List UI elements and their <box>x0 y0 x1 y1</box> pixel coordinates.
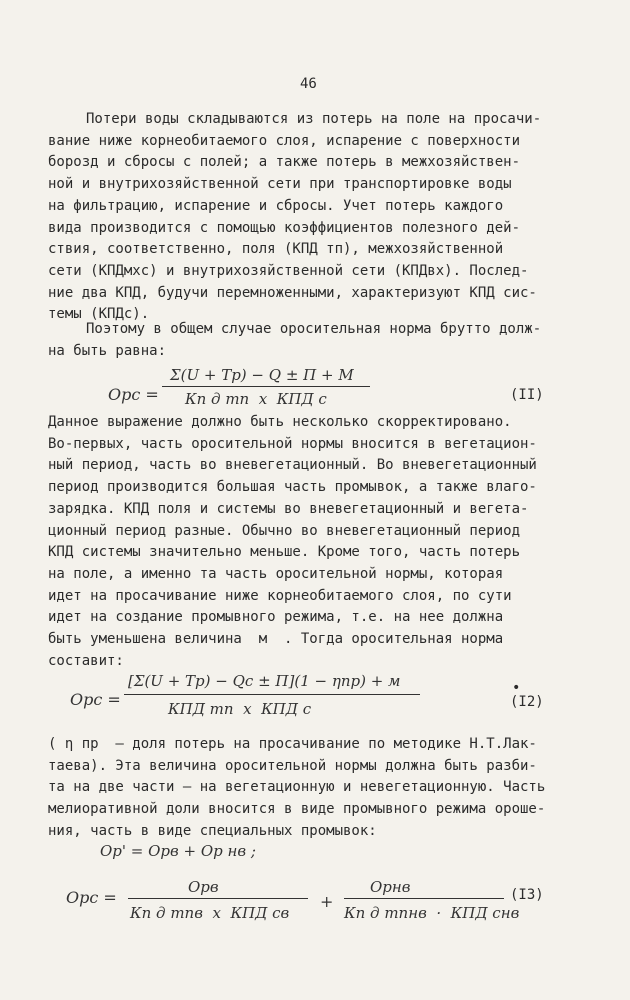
text-line: КПД системы значительно меньше. Кроме того, часть потерь <box>48 544 521 561</box>
text-line: ние два КПД, будучи перемноженными, характеризуют КПД сис- <box>48 284 537 301</box>
eq13-plus: + <box>320 892 334 911</box>
text-line: ствия, соответственно, поля (КПД тп), межхозяйственной <box>48 241 504 258</box>
eq11-lhs: Орс = <box>108 385 159 404</box>
text-line: на быть равна: <box>48 342 167 359</box>
equation-split: Ор' = Орв + Ор нв ; <box>100 842 256 860</box>
eq13-fraction1-bar <box>128 898 308 899</box>
text-line: ния, часть в виде специальных промывок: <box>48 822 377 839</box>
eq13-frac1-numerator: Орв <box>188 878 219 896</box>
eq13-lhs: Орс = <box>66 888 117 907</box>
eq12-fraction-bar <box>124 694 420 695</box>
text-line: идет на просачивание ниже корнеобитаемого слоя, по сути <box>48 587 512 604</box>
eq12-numerator: [Σ(U + Tp) − Qc ± П](1 − ηпр) + м <box>128 672 401 690</box>
page-number: 46 <box>300 76 317 92</box>
eq13-number: (I3) <box>510 887 544 903</box>
eq12-lhs: Орс = <box>70 690 121 709</box>
text-line: ( η пр – доля потерь на просачивание по методике Н.Т.Лак- <box>48 736 537 752</box>
text-line: зарядка. КПД поля и системы во вневегетационный и вегета- <box>48 500 529 517</box>
text-line: составит: <box>48 652 124 669</box>
text-line: Поэтому в общем случае оросительная норма брутто долж- <box>86 321 542 337</box>
eq11-numerator: Σ(U + Tp) − Q ± П + M <box>170 366 354 384</box>
document-page: 46 Потери воды складываются из потерь на поле на просачи- вание ниже корнеобитаемого слоя, испарение с поверхности борозд и сбросы с полей; а также потерь в межхозяйствен- ной и внутрихозяйственной сети при транспортировке воды на фильтрацию, испарение и сбросы. Учет потерь каждого вида производится с помощью коэффициентов полезного дей- ствия, соответственно, поля (КПД тп), межхозяйственной сети (КПДмхс) и внутрихозяйственной сети (КПДвх). Послед- ние два КПД, будучи перемноженными, характеризуют КПД сис- темы (КПДс). Поэтому в общем случае оросительная норма брутто долж- на быть равна: Орс = Σ(U + Tp) − Q ± П + M Кп д тп x КПД с (II) Данное выражение должно быть несколько скорректировано. Во-первых, часть оросительной нормы вносится в вегетацион- ный период, часть во вневегетационный. Во вневегетационный период производится большая часть промывок, а также влаго- зарядка. КПД поля и системы во вневегетационный и вегета- ционный период разные. Обычно во вневегетационный период КПД системы значительно меньше. Кроме того, часть потерь на поле, а именно та часть оросительной нормы, которая идет на просачивание ниже корнеобитаемого слоя, по сути идет на создание промывного режима, т.е. на нее должна быть уменьшена величина м . Тогда оросительная норма составит: Орс = [Σ(U + Tp) − Qc ± П](1 − ηпр) + м КПД тп x КПД с • (I2) ( η пр – доля потерь на просачивание по методике Н.Т.Лак- таева). Эта величина оросительной нормы должна быть разби- та на две части – на вегетационную и невегетационную. Часть мелиоративной доли вносится в виде промывного режима ороше- ния, часть в виде специальных промывок: Ор' = Орв + Ор нв ; Орс = Орв Кп д тпв x КПД св + Орнв Кп д тпнв · КПД снв (I3) <box>0 0 630 1000</box>
text-line: ный период, часть во вневегетационный. Во вневегетационный <box>48 457 537 474</box>
text-line: ной и внутрихозяйственной сети при транспортировке воды <box>48 176 512 193</box>
text-line: мелиоративной доли вносится в виде промывного режима ороше- <box>48 801 546 818</box>
text-line: Потери воды складываются из потерь на поле на просачи- <box>86 111 542 127</box>
text-line: ционный период разные. Обычно во вневегетационный период <box>48 522 521 539</box>
text-line: борозд и сбросы с полей; а также потерь в межхозяйствен- <box>48 154 521 171</box>
eq13-fraction2-bar <box>344 898 504 899</box>
eq12-number: (I2) <box>510 694 544 710</box>
text-line: Данное выражение должно быть несколько скорректировано. <box>48 414 512 430</box>
eq12-denominator: КПД тп x КПД с <box>168 700 312 718</box>
eq13-frac2-denominator: Кп д тпнв · КПД снв <box>344 904 520 922</box>
eq11-number: (II) <box>510 387 544 403</box>
text-line: та на две части – на вегетационную и невегетационную. Часть <box>48 779 546 796</box>
eq11-fraction-bar <box>162 386 370 387</box>
text-line: идет на создание промывного режима, т.е. на нее должна <box>48 609 504 626</box>
text-line: темы (КПДс). <box>48 306 150 323</box>
text-line: быть уменьшена величина м . Тогда оросительная норма <box>48 631 504 647</box>
text-line: на фильтрацию, испарение и сбросы. Учет потерь каждого <box>48 197 504 214</box>
eq11-denominator: Кп д тп x КПД с <box>185 390 327 408</box>
text-line: вание ниже корнеобитаемого слоя, испарение с поверхности <box>48 132 521 149</box>
text-line: таева). Эта величина оросительной нормы должна быть разби- <box>48 757 537 774</box>
text-line: вида производится с помощью коэффициентов полезного дей- <box>48 219 521 236</box>
eq13-frac1-denominator: Кп д тпв x КПД св <box>130 904 290 922</box>
text-line: сети (КПДмхс) и внутрихозяйственной сети (КПДвх). Послед- <box>48 262 529 279</box>
text-line: период производится большая часть промывок, а также влаго- <box>48 479 537 496</box>
text-line: на поле, а именно та часть оросительной нормы, которая <box>48 565 504 582</box>
text-line: Во-первых, часть оросительной нормы вносится в вегетацион- <box>48 435 537 452</box>
eq13-frac2-numerator: Орнв <box>370 878 411 896</box>
